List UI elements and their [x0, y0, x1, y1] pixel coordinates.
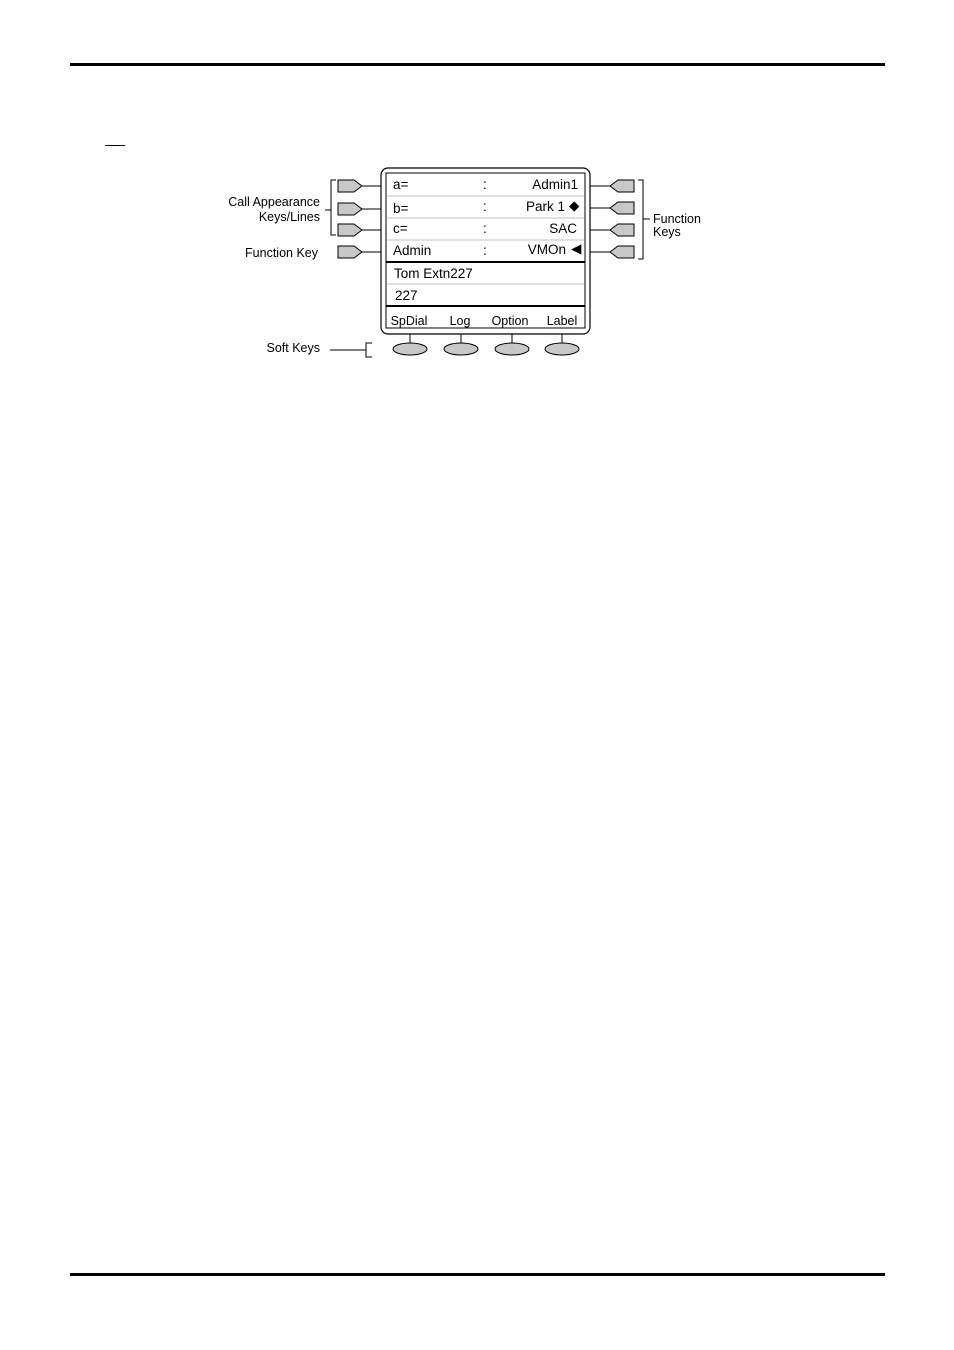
row-a-label: a= — [393, 177, 409, 192]
function-key-1[interactable] — [610, 180, 634, 192]
function-key-left[interactable] — [338, 246, 362, 258]
left-arrow-marker-icon: ◀ — [571, 241, 582, 256]
call-appearance-label-line2: Keys/Lines — [258, 210, 320, 224]
function-key-3[interactable] — [610, 224, 634, 236]
row-c-function: SAC — [549, 221, 577, 236]
status-name: Tom Extn227 — [394, 266, 473, 281]
soft-key-1[interactable] — [393, 343, 427, 355]
row-a-function: Admin1 — [532, 177, 578, 192]
softkey-label-4: Label — [546, 314, 578, 328]
row-b-function: Park 1 — [525, 199, 565, 214]
function-keys-label-line2: Keys — [653, 225, 681, 239]
function-keys-bracket — [638, 180, 643, 259]
function-key-2[interactable] — [610, 202, 634, 214]
function-key-4[interactable] — [610, 246, 634, 258]
right-function-keys — [589, 180, 634, 258]
line-key-a[interactable] — [338, 180, 362, 192]
status-number: 227 — [395, 288, 418, 303]
soft-key-3[interactable] — [495, 343, 529, 355]
row-admin-separator: : — [483, 243, 487, 258]
diamond-marker-icon: ◆ — [569, 198, 580, 213]
softkey-label-1: SpDial — [390, 314, 428, 328]
left-line-keys — [338, 180, 381, 258]
soft-key-2[interactable] — [444, 343, 478, 355]
row-b-separator: : — [483, 199, 487, 214]
call-appearance-label-line1: Call Appearance — [228, 195, 320, 209]
row-b-label: b= — [393, 201, 409, 216]
footer-rule — [70, 1273, 885, 1276]
soft-keys-label: Soft Keys — [266, 341, 320, 355]
soft-keys-bracket — [366, 343, 372, 357]
row-c-label: c= — [393, 221, 408, 236]
row-c-separator: : — [483, 221, 487, 236]
row-a-separator: : — [483, 177, 487, 192]
line-key-b[interactable] — [338, 203, 362, 215]
soft-keys — [393, 334, 579, 355]
softkey-label-2: Log — [449, 314, 471, 328]
line-key-c[interactable] — [338, 224, 362, 236]
row-admin-label: Admin — [393, 243, 432, 258]
soft-key-4[interactable] — [545, 343, 579, 355]
softkey-label-3: Option — [491, 314, 529, 328]
call-appearance-bracket — [331, 180, 336, 235]
function-keys-label-line1: Function — [653, 212, 701, 226]
function-key-label: Function Key — [245, 246, 318, 260]
row-admin-function: VMOn — [527, 242, 566, 257]
